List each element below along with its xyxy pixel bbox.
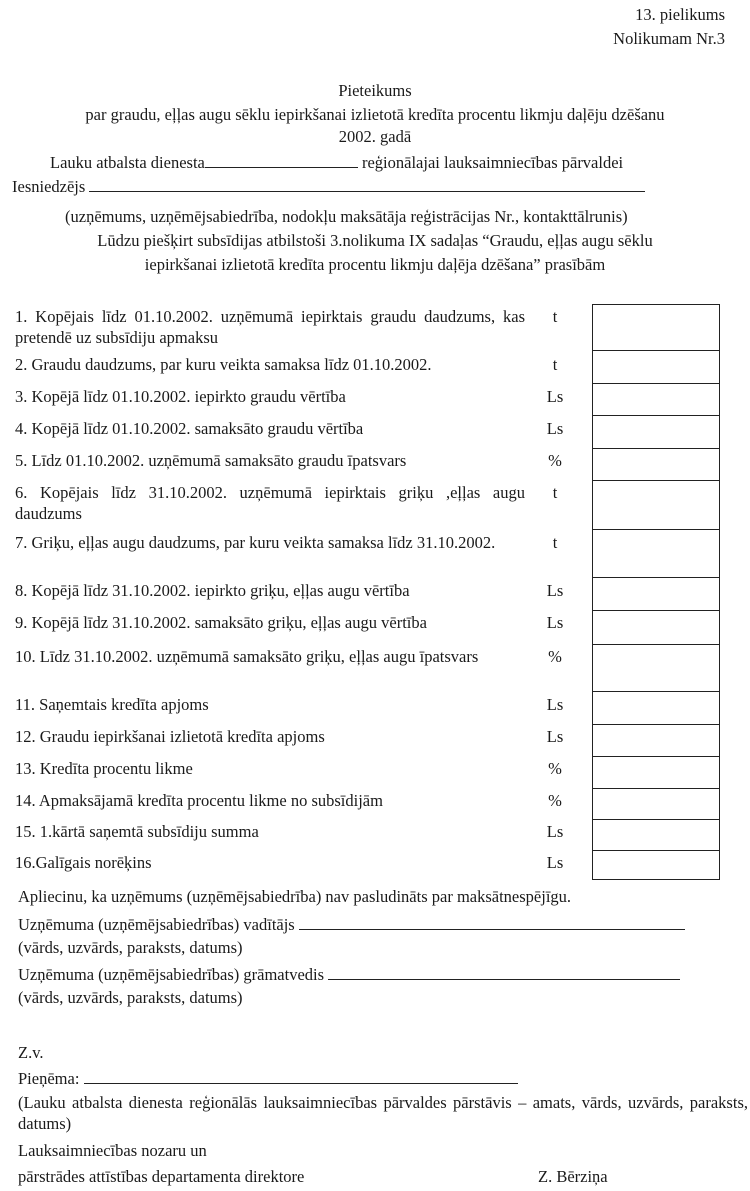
item-label-14: 14. Apmaksājamā kredīta procentu likme no subsīdijām: [15, 791, 383, 810]
value-box-12[interactable]: [593, 725, 719, 757]
item-label-10: 10. Līdz 31.10.2002. uzņēmumā samaksāto griķu, eļļas augu īpatsvars: [15, 647, 479, 666]
item-unit-15: Ls: [546, 822, 564, 841]
form-subtitle: par graudu, eļļas augu sēklu iepirkšanai izlietotā kredīta procentu likmju daļēju dzēšanu: [85, 105, 665, 124]
accepted-line: [18, 1066, 518, 1089]
item-label-12: 12. Graudu iepirkšanai izlietotā kredīta apjoms: [15, 727, 325, 746]
value-box-8[interactable]: [593, 578, 719, 611]
accepted-label: Pieņēma:: [18, 1069, 80, 1088]
item-unit-6: t: [552, 483, 558, 502]
item-unit-10: %: [548, 647, 562, 666]
value-box-14[interactable]: [593, 789, 719, 820]
addressee-line: [50, 150, 623, 173]
item-unit-1: t: [552, 307, 558, 326]
request-line-2: iepirkšanai izlietotā kredīta procentu likmju daļēja dzēšana” prasībām: [144, 255, 606, 274]
addressee-suffix: reģionālajai lauksaimniecības pārvaldei: [361, 153, 624, 172]
value-box-16[interactable]: [593, 851, 719, 881]
accepted-hint: (Lauku atbalsta dienesta reģionālās lauksaimniecības pārvaldes pārstāvis – amats, vārds, uzvārds, paraksts, datums): [18, 1093, 748, 1133]
item-label-2: 2. Graudu daudzums, par kuru veikta samaksa līdz 01.10.2002.: [15, 355, 432, 374]
item-unit-2: t: [552, 355, 558, 374]
item-unit-9: Ls: [546, 613, 564, 632]
value-box-6[interactable]: [593, 481, 719, 530]
footer-signatory: Z. Bērziņa: [538, 1167, 608, 1186]
value-boxes: [592, 304, 720, 880]
item-label-9: 9. Kopējā līdz 31.10.2002. samaksāto griķu, eļļas augu vērtība: [15, 613, 427, 632]
value-box-1[interactable]: [593, 305, 719, 351]
accountant-hint: (vārds, uzvārds, paraksts, datums): [18, 988, 243, 1007]
item-label-11: 11. Saņemtais kredīta apjoms: [15, 695, 209, 714]
addressee-prefix: Lauku atbalsta dienesta: [50, 153, 205, 172]
head-label: Uzņēmuma (uzņēmējsabiedrības) vadītājs: [18, 915, 295, 934]
item-label-1: 1. Kopējais līdz 01.10.2002. uzņēmumā iepirktais graudu daudzums, kas pretendē uz subsīdiju apmaksu: [15, 307, 525, 347]
head-signature-line: [18, 912, 685, 935]
item-label-15: 15. 1.kārtā saņemtā subsīdiju summa: [15, 822, 259, 841]
value-box-2[interactable]: [593, 351, 719, 384]
head-hint: (vārds, uzvārds, paraksts, datums): [18, 938, 243, 957]
certification-text: Apliecinu, ka uzņēmums (uzņēmējsabiedrība) nav pasludināts par maksātnespējīgu.: [18, 887, 572, 906]
value-box-15[interactable]: [593, 820, 719, 851]
value-box-11[interactable]: [593, 692, 719, 725]
item-unit-4: Ls: [546, 419, 564, 438]
regulation-reference: Nolikumam Nr.3: [613, 29, 725, 48]
item-unit-11: Ls: [546, 695, 564, 714]
value-box-10[interactable]: [593, 645, 719, 692]
item-unit-12: Ls: [546, 727, 564, 746]
accountant-label: Uzņēmuma (uzņēmējsabiedrības) grāmatvedis: [18, 965, 325, 984]
item-label-13: 13. Kredīta procentu likme: [15, 759, 193, 778]
item-unit-5: %: [548, 451, 562, 470]
footer-department-line-2: pārstrādes attīstības departamenta direktore: [18, 1167, 305, 1186]
item-label-7: 7. Griķu, eļļas augu daudzums, par kuru veikta samaksa līdz 31.10.2002.: [15, 533, 496, 552]
request-line-1: Lūdzu piešķirt subsīdijas atbilstoši 3.nolikuma IX sadaļas “Graudu, eļļas augu sēklu: [97, 231, 653, 250]
item-label-4: 4. Kopējā līdz 01.10.2002. samaksāto graudu vērtība: [15, 419, 364, 438]
item-label-16: 16.Galīgais norēķins: [15, 853, 152, 872]
item-label-6: 6. Kopējais līdz 31.10.2002. uzņēmumā iepirktais griķu ,eļļas augu daudzums: [15, 483, 525, 523]
item-unit-13: %: [548, 759, 562, 778]
value-box-5[interactable]: [593, 449, 719, 481]
applicant-hint: (uzņēmums, uzņēmējsabiedrība, nodokļu maksātāja reģistrācijas Nr., kontakttālrunis): [65, 207, 628, 226]
applicant-field[interactable]: [89, 174, 645, 192]
value-box-9[interactable]: [593, 611, 719, 645]
item-label-8: 8. Kopējā līdz 31.10.2002. iepirkto griķu, eļļas augu vērtība: [15, 581, 410, 600]
annex-number: 13. pielikums: [635, 5, 725, 24]
value-box-3[interactable]: [593, 384, 719, 416]
item-unit-7: t: [552, 533, 558, 552]
form-year: 2002. gadā: [338, 127, 412, 146]
head-signature-field[interactable]: [299, 912, 685, 930]
item-unit-16: Ls: [546, 853, 564, 872]
item-label-5: 5. Līdz 01.10.2002. uzņēmumā samaksāto graudu īpatsvars: [15, 451, 407, 470]
value-box-4[interactable]: [593, 416, 719, 449]
value-box-7[interactable]: [593, 530, 719, 578]
seal-place: Z.v.: [18, 1043, 44, 1062]
accountant-signature-field[interactable]: [328, 962, 680, 980]
form-title: Pieteikums: [338, 81, 412, 100]
applicant-label: Iesniedzējs: [12, 177, 86, 196]
item-unit-3: Ls: [546, 387, 564, 406]
item-label-3: 3. Kopējā līdz 01.10.2002. iepirkto graudu vērtība: [15, 387, 346, 406]
applicant-line: [12, 174, 645, 197]
accepted-field[interactable]: [84, 1066, 518, 1084]
accountant-signature-line: [18, 962, 680, 985]
value-box-13[interactable]: [593, 757, 719, 789]
regional-office-field[interactable]: [205, 150, 358, 168]
footer-department-line-1: Lauksaimniecības nozaru un: [18, 1141, 207, 1160]
item-unit-8: Ls: [546, 581, 564, 600]
item-unit-14: %: [548, 791, 562, 810]
